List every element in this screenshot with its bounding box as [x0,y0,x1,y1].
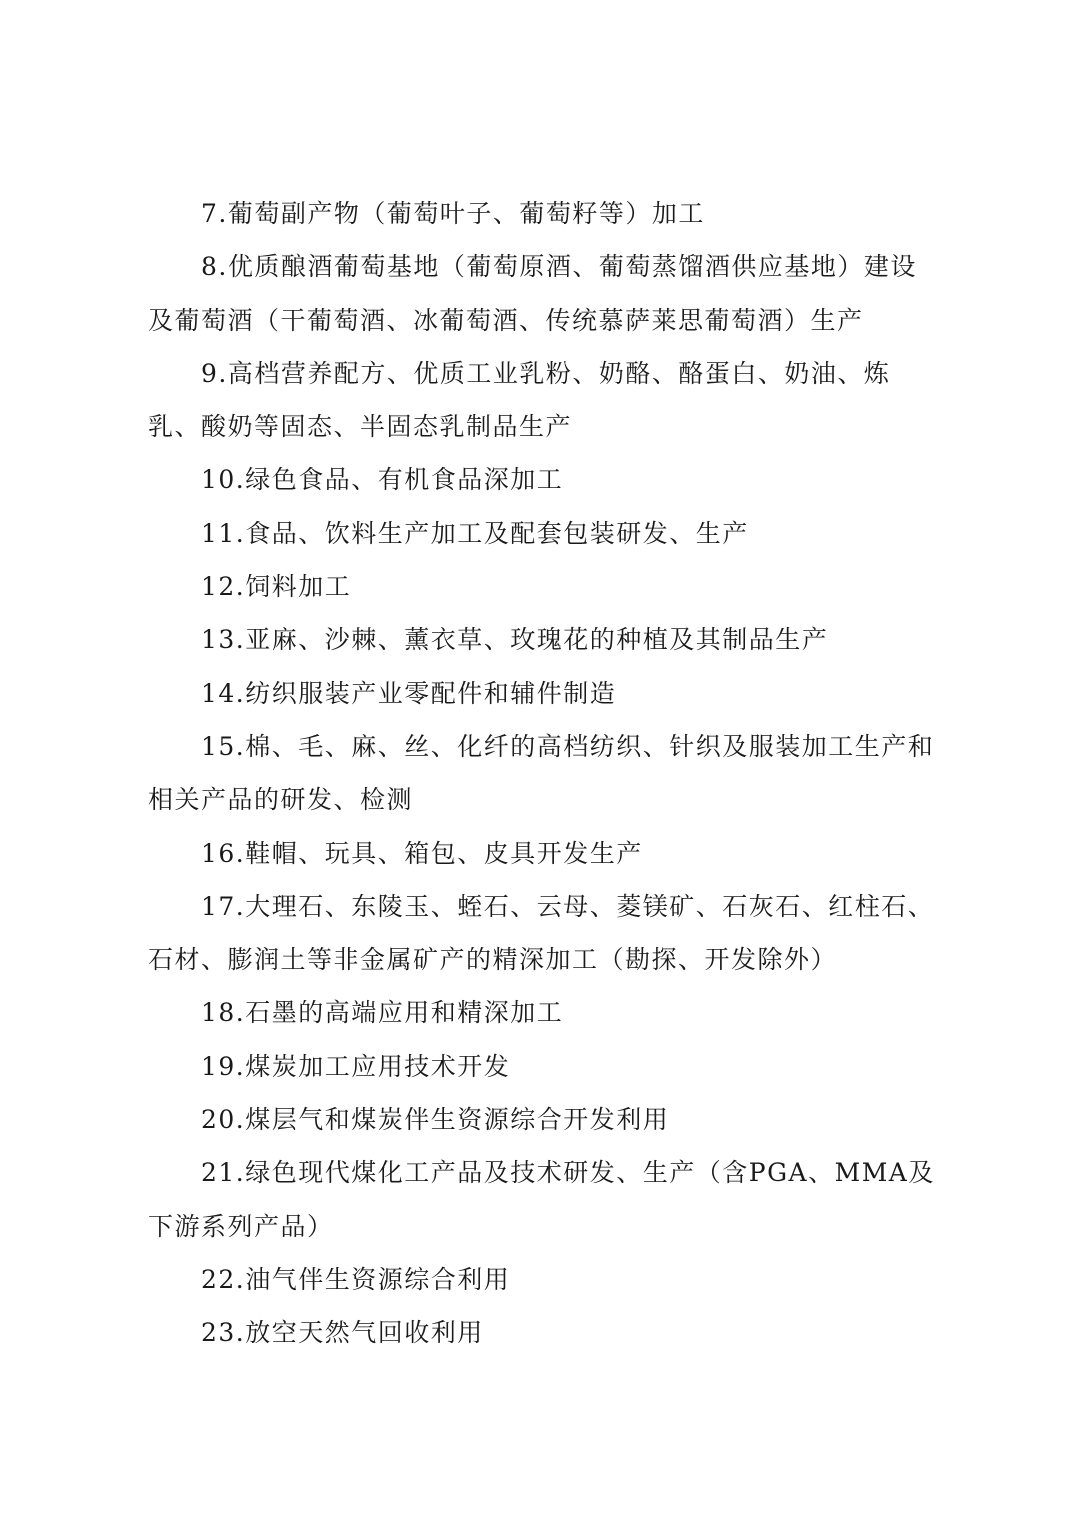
list-item-19: 19.煤炭加工应用技术开发 [201,1051,511,1081]
list-item-23: 23.放空天然气回收利用 [201,1318,484,1348]
list-item-9: 9.高档营养配方、优质工业乳粉、奶酪、酪蛋白、奶油、炼乳、酸奶等固态、半固态乳制品生产 [148,358,891,442]
list-item-18: 18.石墨的高端应用和精深加工 [201,998,564,1028]
list-item-11: 11.食品、饮料生产加工及配套包装研发、生产 [201,518,749,548]
list-item-8: 8.优质酿酒葡萄基地（葡萄原酒、葡萄蒸馏酒供应基地）建设及葡萄酒（干葡萄酒、冰葡萄酒、传统慕萨莱思葡萄酒）生产 [148,252,917,335]
list-item-15: 15.棉、毛、麻、丝、化纤的高档纺织、针织及服装加工生产和相关产品的研发、检测 [148,731,935,815]
list-item-7: 7.葡萄副产物（葡萄叶子、葡萄籽等）加工 [201,199,705,228]
list-item-20: 20.煤层气和煤炭伴生资源综合开发利用 [201,1105,670,1135]
list-item-16: 16.鞋帽、玩具、箱包、皮具开发生产 [201,838,643,868]
list-item-14: 14.纺织服装产业零配件和辅件制造 [201,678,617,708]
list-item-13: 13.亚麻、沙棘、薰衣草、玫瑰花的种植及其制品生产 [201,625,829,655]
list-item-10: 10.绿色食品、有机食品深加工 [201,465,564,495]
list-item-12: 12.饲料加工 [201,572,352,602]
list-item-22: 22.油气伴生资源综合利用 [201,1264,511,1294]
list-item-17: 17.大理石、东陵玉、蛭石、云母、菱镁矿、石灰石、红柱石、石材、膨润土等非金属矿产的精深加工（勘探、开发除外） [148,891,935,975]
document-body [148,187,938,1360]
list-item-21: 21.绿色现代煤化工产品及技术研发、生产（含PGA、MMA及下游系列产品） [148,1158,935,1241]
